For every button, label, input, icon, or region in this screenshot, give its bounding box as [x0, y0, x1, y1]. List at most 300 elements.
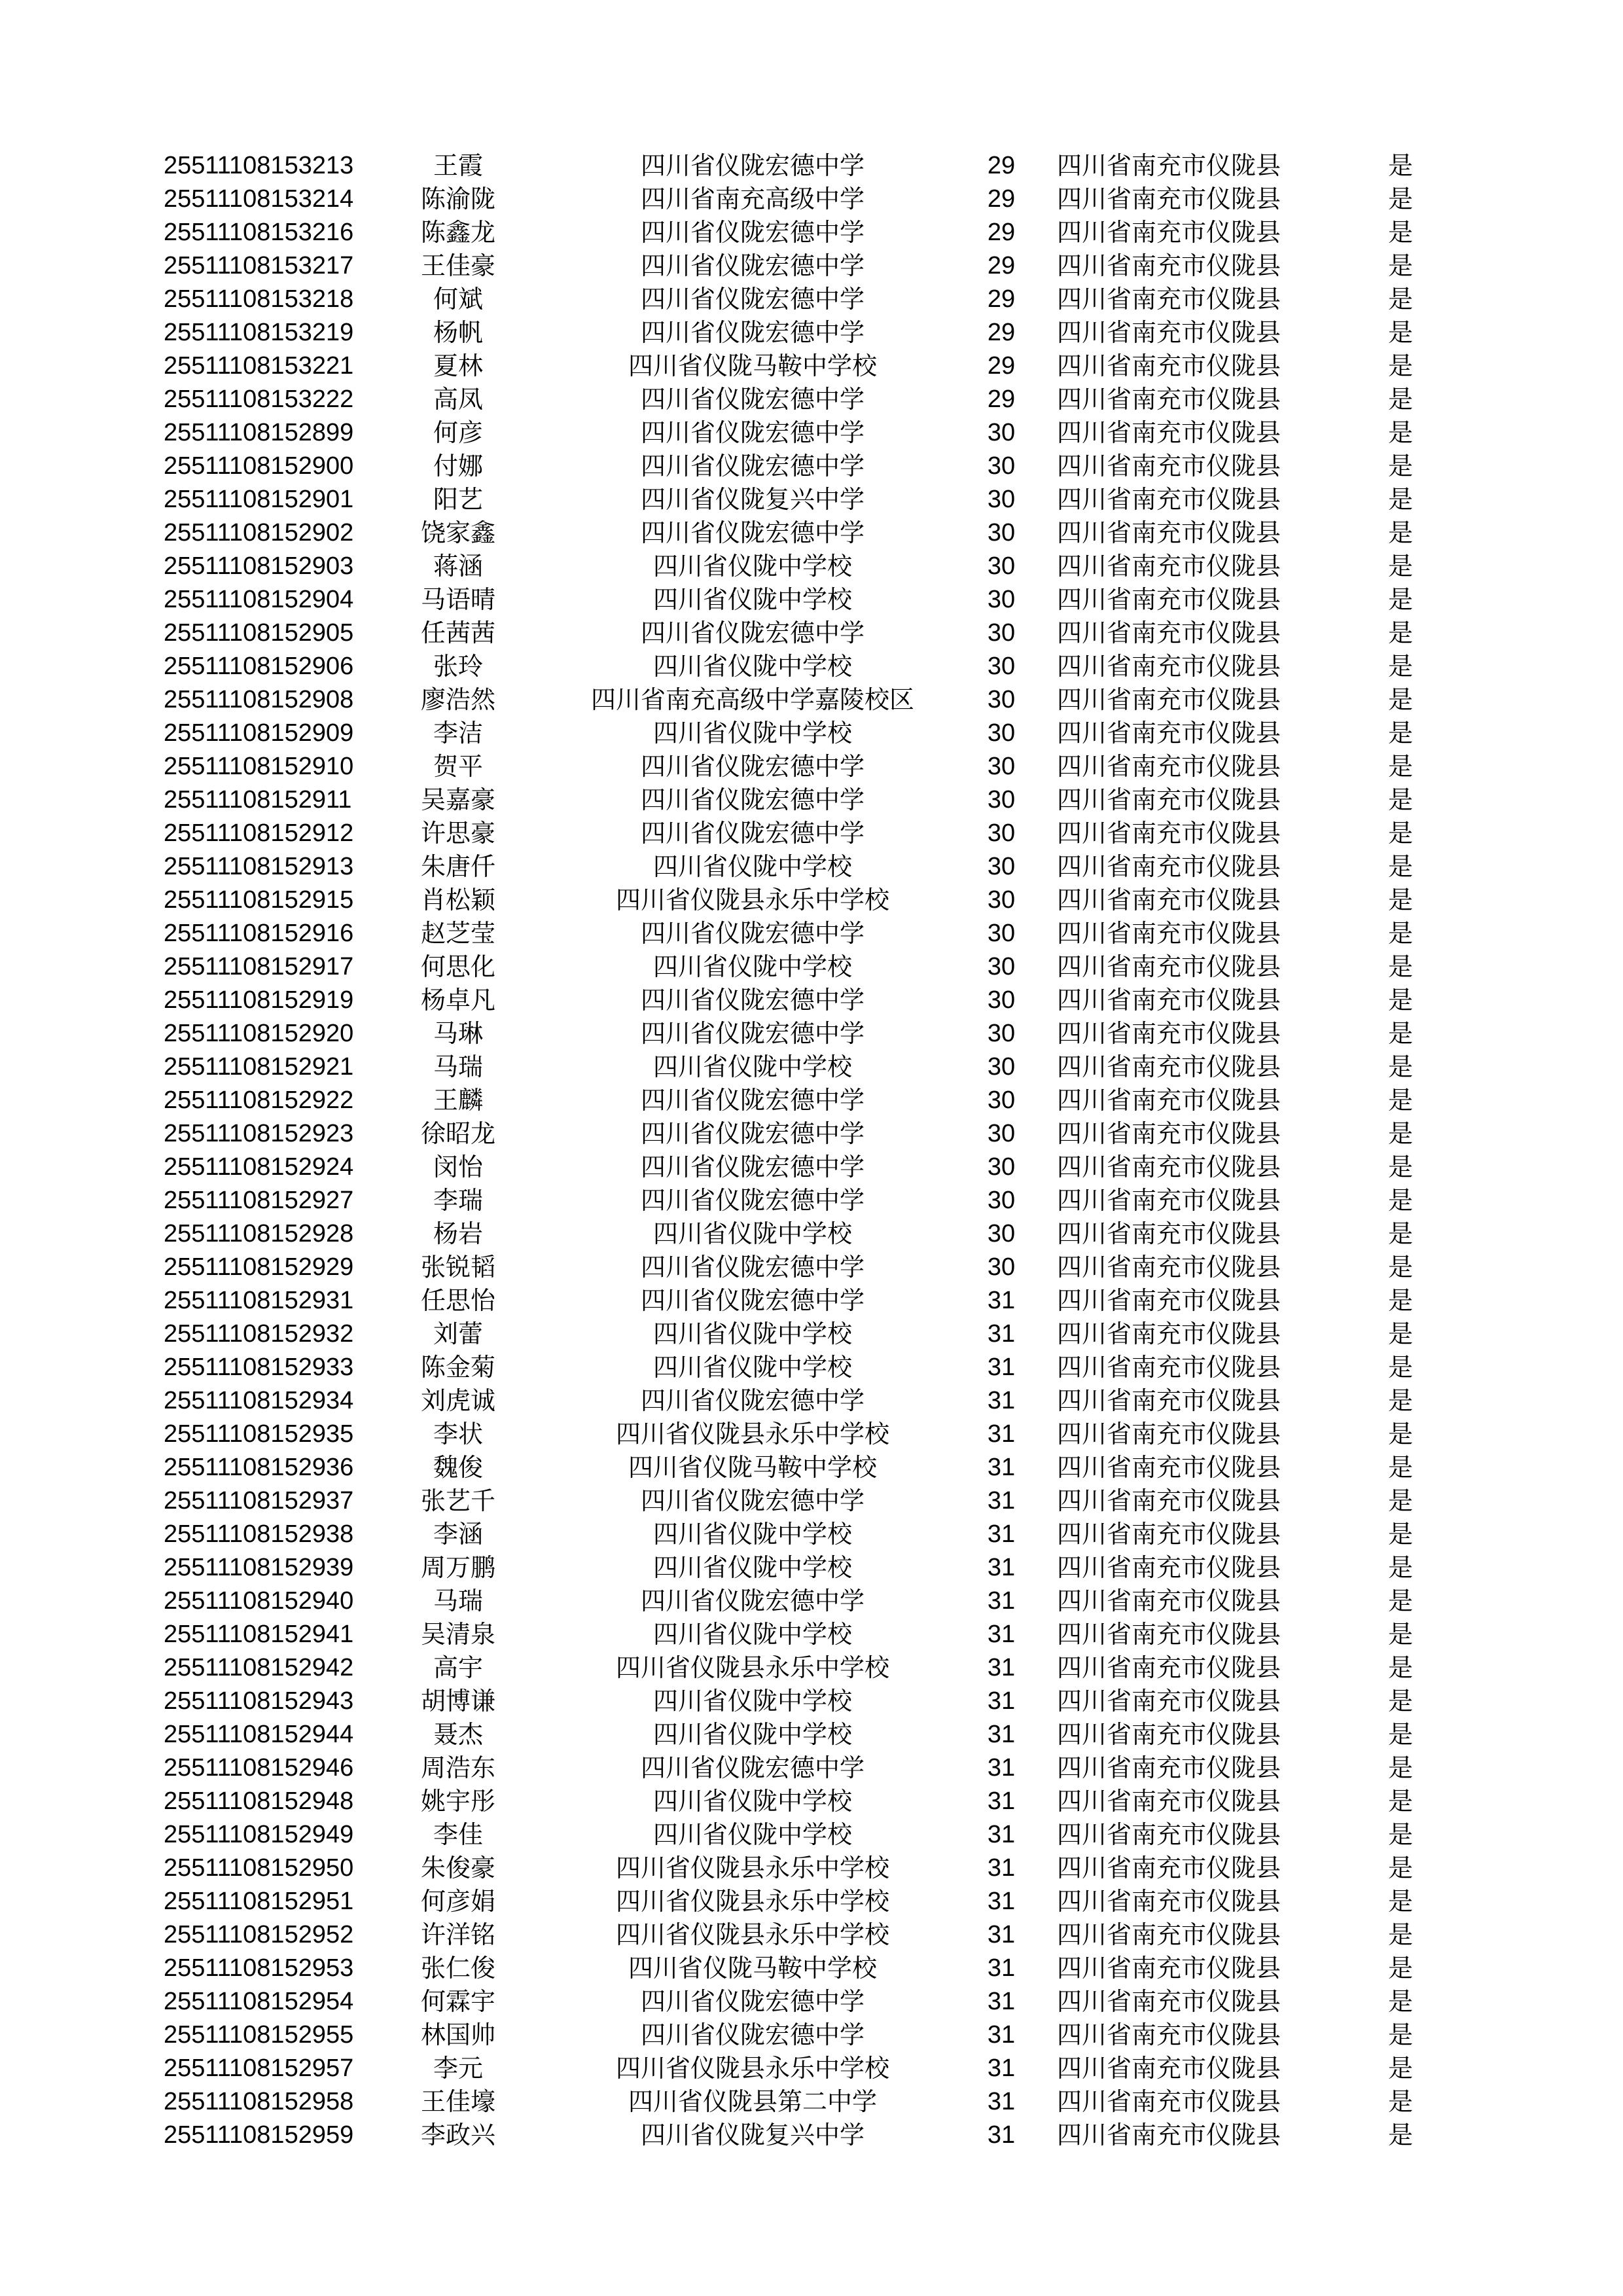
table-row [0, 2085, 1623, 2119]
region-cell: 四川省南充市仪陇县 [1057, 1286, 1281, 1315]
eligible-flag-cell: 是 [1387, 1052, 1413, 1081]
region-cell: 四川省南充市仪陇县 [1057, 1520, 1281, 1549]
candidate-id-cell: 25511108152933 [164, 1354, 354, 1381]
table-row [0, 1551, 1623, 1585]
eligible-flag-cell: 是 [1387, 285, 1413, 314]
region-cell: 四川省南充市仪陇县 [1057, 1019, 1281, 1048]
student-name-cell: 何霖宇 [420, 1987, 495, 2016]
candidate-id-cell: 25511108153219 [164, 319, 354, 346]
score-cell: 30 [987, 753, 1016, 780]
candidate-id-cell: 25511108153222 [164, 386, 354, 413]
score-cell: 31 [987, 1320, 1016, 1348]
school-name-cell: 四川省仪陇宏德中学 [640, 752, 865, 781]
table-row [0, 1251, 1623, 1284]
score-cell: 31 [987, 1821, 1016, 1848]
region-cell: 四川省南充市仪陇县 [1057, 819, 1281, 848]
eligible-flag-cell: 是 [1387, 1086, 1413, 1115]
table-row [0, 1718, 1623, 1751]
region-cell: 四川省南充市仪陇县 [1057, 585, 1281, 614]
region-cell: 四川省南充市仪陇县 [1057, 652, 1281, 681]
region-cell: 四川省南充市仪陇县 [1057, 2020, 1281, 2049]
table-row [0, 1384, 1623, 1418]
table-row [0, 1050, 1623, 1084]
student-name-cell: 魏俊 [433, 1453, 483, 1482]
candidate-id-cell: 25511108152934 [164, 1387, 354, 1414]
candidate-id-cell: 25511108152946 [164, 1754, 354, 1782]
candidate-id-cell: 25511108152904 [164, 586, 354, 613]
school-name-cell: 四川省仪陇宏德中学 [640, 218, 865, 247]
score-cell: 29 [987, 386, 1016, 413]
score-cell: 30 [987, 1153, 1016, 1181]
candidate-id-cell: 25511108152900 [164, 452, 354, 480]
student-name-cell: 李瑞 [433, 1186, 483, 1215]
eligible-flag-cell: 是 [1387, 1486, 1413, 1515]
score-cell: 31 [987, 1754, 1016, 1782]
candidate-id-cell: 25511108152937 [164, 1487, 354, 1515]
score-cell: 30 [987, 819, 1016, 847]
table-row [0, 1585, 1623, 1618]
school-name-cell: 四川省仪陇中学校 [652, 1820, 852, 1849]
score-cell: 30 [987, 786, 1016, 814]
candidate-id-cell: 25511108152931 [164, 1287, 354, 1314]
table-row [0, 249, 1623, 283]
student-name-cell: 阳艺 [433, 485, 483, 514]
student-name-cell: 王佳壕 [420, 2087, 495, 2116]
score-cell: 31 [987, 1520, 1016, 1548]
eligible-flag-cell: 是 [1387, 819, 1413, 848]
region-cell: 四川省南充市仪陇县 [1057, 1920, 1281, 1949]
student-name-cell: 李佳 [433, 1820, 483, 1849]
candidate-id-cell: 25511108153214 [164, 185, 354, 213]
region-cell: 四川省南充市仪陇县 [1057, 1453, 1281, 1482]
candidate-id-cell: 25511108152923 [164, 1120, 354, 1147]
eligible-flag-cell: 是 [1387, 719, 1413, 747]
school-name-cell: 四川省仪陇中学校 [652, 1353, 852, 1382]
student-name-cell: 杨帆 [433, 318, 483, 347]
region-cell: 四川省南充市仪陇县 [1057, 1653, 1281, 1682]
table-row [0, 1651, 1623, 1685]
eligible-flag-cell: 是 [1387, 2121, 1413, 2149]
school-name-cell: 四川省仪陇宏德中学 [640, 1186, 865, 1215]
student-name-cell: 高凤 [433, 385, 483, 414]
eligible-flag-cell: 是 [1387, 1153, 1413, 1181]
student-name-cell: 吴嘉豪 [420, 785, 495, 814]
candidate-id-cell: 25511108153221 [164, 352, 354, 380]
table-row [0, 1117, 1623, 1151]
student-name-cell: 周万鹏 [420, 1553, 495, 1582]
eligible-flag-cell: 是 [1387, 685, 1413, 714]
eligible-flag-cell: 是 [1387, 752, 1413, 781]
score-cell: 31 [987, 2021, 1016, 2049]
eligible-flag-cell: 是 [1387, 351, 1413, 380]
region-cell: 四川省南充市仪陇县 [1057, 1353, 1281, 1382]
candidate-id-cell: 25511108152910 [164, 753, 354, 780]
student-name-cell: 许思豪 [420, 819, 495, 848]
eligible-flag-cell: 是 [1387, 886, 1413, 914]
score-cell: 31 [987, 1787, 1016, 1815]
eligible-flag-cell: 是 [1387, 452, 1413, 480]
candidate-id-cell: 25511108152951 [164, 1888, 354, 1915]
table-row [0, 316, 1623, 350]
student-name-cell: 周浩东 [420, 1753, 495, 1782]
candidate-id-cell: 25511108152901 [164, 486, 354, 513]
table-row [0, 1084, 1623, 1117]
score-cell: 31 [987, 1354, 1016, 1381]
table-row [0, 416, 1623, 450]
region-cell: 四川省南充市仪陇县 [1057, 785, 1281, 814]
eligible-flag-cell: 是 [1387, 2020, 1413, 2049]
candidate-id-cell: 25511108152935 [164, 1420, 354, 1448]
score-cell: 31 [987, 2121, 1016, 2149]
table-row [0, 2119, 1623, 2152]
table-row [0, 683, 1623, 717]
score-cell: 31 [987, 1621, 1016, 1648]
eligible-flag-cell: 是 [1387, 1854, 1413, 1882]
score-cell: 30 [987, 586, 1016, 613]
region-cell: 四川省南充市仪陇县 [1057, 752, 1281, 781]
student-name-cell: 朱唐仟 [420, 852, 495, 881]
candidate-id-cell: 25511108153216 [164, 219, 354, 246]
candidate-id-cell: 25511108152936 [164, 1454, 354, 1481]
student-name-cell: 闵怡 [433, 1153, 483, 1181]
score-cell: 30 [987, 452, 1016, 480]
table-row [0, 1217, 1623, 1251]
school-name-cell: 四川省南充高级中学嘉陵校区 [590, 685, 914, 714]
student-name-cell: 陈渝陇 [420, 185, 495, 213]
candidate-id-cell: 25511108152932 [164, 1320, 354, 1348]
candidate-id-cell: 25511108152908 [164, 686, 354, 713]
school-name-cell: 四川省仪陇中学校 [652, 1687, 852, 1715]
candidate-id-cell: 25511108152959 [164, 2121, 354, 2149]
table-row [0, 1318, 1623, 1351]
region-cell: 四川省南充市仪陇县 [1057, 1954, 1281, 1982]
student-name-cell: 刘蕾 [433, 1319, 483, 1348]
student-name-cell: 饶家鑫 [420, 518, 495, 547]
eligible-flag-cell: 是 [1387, 385, 1413, 414]
student-name-cell: 张艺千 [420, 1486, 495, 1515]
eligible-flag-cell: 是 [1387, 1119, 1413, 1148]
candidate-id-cell: 25511108152950 [164, 1854, 354, 1882]
candidate-id-cell: 25511108152942 [164, 1654, 354, 1681]
region-cell: 四川省南充市仪陇县 [1057, 1186, 1281, 1215]
eligible-flag-cell: 是 [1387, 1720, 1413, 1749]
student-name-cell: 张玲 [433, 652, 483, 681]
score-cell: 30 [987, 653, 1016, 680]
score-cell: 31 [987, 2054, 1016, 2082]
table-row [0, 1952, 1623, 1985]
school-name-cell: 四川省仪陇宏德中学 [640, 1019, 865, 1048]
score-cell: 30 [987, 920, 1016, 947]
region-cell: 四川省南充市仪陇县 [1057, 518, 1281, 547]
score-cell: 31 [987, 1954, 1016, 1982]
candidate-id-cell: 25511108152912 [164, 819, 354, 847]
school-name-cell: 四川省仪陇宏德中学 [640, 518, 865, 547]
school-name-cell: 四川省仪陇县永乐中学校 [615, 1920, 889, 1949]
student-name-cell: 马瑞 [433, 1052, 483, 1081]
candidate-id-cell: 25511108153213 [164, 152, 354, 179]
score-cell: 30 [987, 1120, 1016, 1147]
candidate-id-cell: 25511108152929 [164, 1253, 354, 1281]
table-row [0, 1785, 1623, 1818]
student-name-cell: 任茜茜 [420, 619, 495, 647]
student-name-cell: 夏林 [433, 351, 483, 380]
student-name-cell: 许洋铭 [420, 1920, 495, 1949]
table-row [0, 1284, 1623, 1318]
school-name-cell: 四川省仪陇马鞍中学校 [628, 1954, 877, 1982]
score-cell: 30 [987, 986, 1016, 1014]
table-row [0, 1151, 1623, 1184]
table-row [0, 516, 1623, 550]
score-cell: 31 [987, 1554, 1016, 1581]
score-cell: 30 [987, 486, 1016, 513]
candidate-id-cell: 25511108152911 [164, 786, 352, 814]
eligible-flag-cell: 是 [1387, 185, 1413, 213]
eligible-flag-cell: 是 [1387, 1553, 1413, 1582]
student-name-cell: 马瑞 [433, 1587, 483, 1615]
region-cell: 四川省南充市仪陇县 [1057, 2087, 1281, 2116]
eligible-flag-cell: 是 [1387, 1019, 1413, 1048]
eligible-flag-cell: 是 [1387, 1820, 1413, 1849]
table-row [0, 2052, 1623, 2085]
eligible-flag-cell: 是 [1387, 1186, 1413, 1215]
eligible-flag-cell: 是 [1387, 2087, 1413, 2116]
table-row [0, 750, 1623, 783]
table-row [0, 2018, 1623, 2052]
table-row [0, 650, 1623, 683]
score-cell: 30 [987, 686, 1016, 713]
school-name-cell: 四川省仪陇宏德中学 [640, 1587, 865, 1615]
score-cell: 31 [987, 1687, 1016, 1715]
region-cell: 四川省南充市仪陇县 [1057, 1086, 1281, 1115]
table-row [0, 783, 1623, 817]
score-cell: 29 [987, 319, 1016, 346]
student-name-cell: 何思化 [420, 952, 495, 981]
score-cell: 31 [987, 1420, 1016, 1448]
eligible-flag-cell: 是 [1387, 1620, 1413, 1649]
table-row [0, 216, 1623, 249]
school-name-cell: 四川省仪陇中学校 [652, 1553, 852, 1582]
eligible-flag-cell: 是 [1387, 1453, 1413, 1482]
region-cell: 四川省南充市仪陇县 [1057, 719, 1281, 747]
table-row [0, 717, 1623, 750]
region-cell: 四川省南充市仪陇县 [1057, 418, 1281, 447]
eligible-flag-cell: 是 [1387, 1887, 1413, 1916]
region-cell: 四川省南充市仪陇县 [1057, 1720, 1281, 1749]
student-name-cell: 李涵 [433, 1520, 483, 1549]
candidate-id-cell: 25511108152906 [164, 653, 354, 680]
school-name-cell: 四川省仪陇中学校 [652, 1052, 852, 1081]
school-name-cell: 四川省仪陇宏德中学 [640, 251, 865, 280]
student-name-cell: 李政兴 [420, 2121, 495, 2149]
student-name-cell: 刘虎诚 [420, 1386, 495, 1415]
table-row [0, 149, 1623, 183]
table-row [0, 450, 1623, 483]
candidate-id-cell: 25511108152921 [164, 1053, 354, 1081]
eligible-flag-cell: 是 [1387, 619, 1413, 647]
school-name-cell: 四川省仪陇中学校 [652, 852, 852, 881]
candidate-id-cell: 25511108153218 [164, 285, 354, 313]
score-cell: 31 [987, 1387, 1016, 1414]
eligible-flag-cell: 是 [1387, 1319, 1413, 1348]
student-name-cell: 蒋涵 [433, 552, 483, 581]
table-row [0, 1885, 1623, 1918]
region-cell: 四川省南充市仪陇县 [1057, 2054, 1281, 2083]
score-cell: 30 [987, 1253, 1016, 1281]
candidate-id-cell: 25511108152941 [164, 1621, 354, 1648]
eligible-flag-cell: 是 [1387, 952, 1413, 981]
region-cell: 四川省南充市仪陇县 [1057, 952, 1281, 981]
student-name-cell: 赵芝莹 [420, 919, 495, 948]
school-name-cell: 四川省仪陇中学校 [652, 552, 852, 581]
student-name-cell: 何彦娟 [420, 1887, 495, 1916]
table-row [0, 950, 1623, 984]
student-name-cell: 何斌 [433, 285, 483, 314]
eligible-flag-cell: 是 [1387, 1353, 1413, 1382]
eligible-flag-cell: 是 [1387, 1520, 1413, 1549]
region-cell: 四川省南充市仪陇县 [1057, 1386, 1281, 1415]
score-cell: 29 [987, 185, 1016, 213]
student-name-cell: 聂杰 [433, 1720, 483, 1749]
eligible-flag-cell: 是 [1387, 852, 1413, 881]
school-name-cell: 四川省仪陇宏德中学 [640, 619, 865, 647]
eligible-flag-cell: 是 [1387, 485, 1413, 514]
candidate-id-cell: 25511108152917 [164, 953, 354, 980]
eligible-flag-cell: 是 [1387, 785, 1413, 814]
score-cell: 31 [987, 1888, 1016, 1915]
score-cell: 31 [987, 1921, 1016, 1948]
score-cell: 30 [987, 1187, 1016, 1214]
score-cell: 31 [987, 1721, 1016, 1748]
school-name-cell: 四川省仪陇中学校 [652, 1620, 852, 1649]
candidate-id-cell: 25511108152943 [164, 1687, 354, 1715]
eligible-flag-cell: 是 [1387, 2054, 1413, 2083]
candidate-id-cell: 25511108152940 [164, 1587, 354, 1615]
region-cell: 四川省南充市仪陇县 [1057, 1687, 1281, 1715]
eligible-flag-cell: 是 [1387, 585, 1413, 614]
school-name-cell: 四川省仪陇宏德中学 [640, 785, 865, 814]
score-cell: 31 [987, 1854, 1016, 1882]
student-name-cell: 任思怡 [420, 1286, 495, 1315]
region-cell: 四川省南充市仪陇县 [1057, 1420, 1281, 1448]
school-name-cell: 四川省仪陇县永乐中学校 [615, 1854, 889, 1882]
region-cell: 四川省南充市仪陇县 [1057, 1787, 1281, 1816]
student-name-cell: 马琳 [433, 1019, 483, 1048]
eligible-flag-cell: 是 [1387, 318, 1413, 347]
region-cell: 四川省南充市仪陇县 [1057, 185, 1281, 213]
school-name-cell: 四川省仪陇复兴中学 [640, 2121, 865, 2149]
table-row [0, 1918, 1623, 1952]
eligible-flag-cell: 是 [1387, 151, 1413, 180]
candidate-id-cell: 25511108152919 [164, 986, 354, 1014]
region-cell: 四川省南充市仪陇县 [1057, 485, 1281, 514]
school-name-cell: 四川省仪陇马鞍中学校 [628, 351, 877, 380]
table-row [0, 283, 1623, 316]
region-cell: 四川省南充市仪陇县 [1057, 251, 1281, 280]
eligible-flag-cell: 是 [1387, 1219, 1413, 1248]
region-cell: 四川省南充市仪陇县 [1057, 351, 1281, 380]
school-name-cell: 四川省仪陇中学校 [652, 1787, 852, 1816]
school-name-cell: 四川省仪陇中学校 [652, 1520, 852, 1549]
school-name-cell: 四川省仪陇县第二中学 [628, 2087, 877, 2116]
eligible-flag-cell: 是 [1387, 552, 1413, 581]
score-cell: 31 [987, 1654, 1016, 1681]
student-name-cell: 吴清泉 [420, 1620, 495, 1649]
school-name-cell: 四川省仪陇宏德中学 [640, 919, 865, 948]
school-name-cell: 四川省仪陇宏德中学 [640, 986, 865, 1014]
school-name-cell: 四川省仪陇宏德中学 [640, 418, 865, 447]
candidate-id-cell: 25511108152955 [164, 2021, 354, 2049]
region-cell: 四川省南充市仪陇县 [1057, 1620, 1281, 1649]
candidate-id-cell: 25511108152909 [164, 719, 354, 747]
region-cell: 四川省南充市仪陇县 [1057, 886, 1281, 914]
table-row [0, 550, 1623, 583]
school-name-cell: 四川省仪陇宏德中学 [640, 1987, 865, 2016]
region-cell: 四川省南充市仪陇县 [1057, 1319, 1281, 1348]
table-row [0, 984, 1623, 1017]
score-cell: 30 [987, 853, 1016, 880]
data-table [0, 149, 1623, 2152]
table-row [0, 583, 1623, 617]
school-name-cell: 四川省仪陇宏德中学 [640, 1486, 865, 1515]
school-name-cell: 四川省仪陇宏德中学 [640, 1753, 865, 1782]
score-cell: 30 [987, 519, 1016, 547]
candidate-id-cell: 25511108152905 [164, 619, 354, 647]
table-row [0, 1351, 1623, 1384]
student-name-cell: 肖松颖 [420, 886, 495, 914]
table-row [0, 617, 1623, 650]
score-cell: 30 [987, 719, 1016, 747]
candidate-id-cell: 25511108152952 [164, 1921, 354, 1948]
student-name-cell: 朱俊豪 [420, 1854, 495, 1882]
region-cell: 四川省南充市仪陇县 [1057, 1119, 1281, 1148]
table-row [0, 1751, 1623, 1785]
candidate-id-cell: 25511108152954 [164, 1988, 354, 2015]
candidate-id-cell: 25511108152948 [164, 1787, 354, 1815]
eligible-flag-cell: 是 [1387, 1753, 1413, 1782]
eligible-flag-cell: 是 [1387, 218, 1413, 247]
score-cell: 30 [987, 1220, 1016, 1247]
school-name-cell: 四川省仪陇宏德中学 [640, 1286, 865, 1315]
school-name-cell: 四川省仪陇宏德中学 [640, 819, 865, 848]
school-name-cell: 四川省仪陇中学校 [652, 719, 852, 747]
region-cell: 四川省南充市仪陇县 [1057, 1887, 1281, 1916]
table-row [0, 1852, 1623, 1885]
school-name-cell: 四川省仪陇宏德中学 [640, 318, 865, 347]
student-name-cell: 李洁 [433, 719, 483, 747]
region-cell: 四川省南充市仪陇县 [1057, 986, 1281, 1014]
school-name-cell: 四川省仪陇宏德中学 [640, 1153, 865, 1181]
eligible-flag-cell: 是 [1387, 1253, 1413, 1282]
region-cell: 四川省南充市仪陇县 [1057, 1854, 1281, 1882]
score-cell: 31 [987, 2088, 1016, 2115]
student-name-cell: 张仁俊 [420, 1954, 495, 1982]
school-name-cell: 四川省仪陇宏德中学 [640, 1086, 865, 1115]
candidate-id-cell: 25511108152913 [164, 853, 354, 880]
student-name-cell: 陈金菊 [420, 1353, 495, 1382]
school-name-cell: 四川省仪陇宏德中学 [640, 1119, 865, 1148]
score-cell: 29 [987, 285, 1016, 313]
region-cell: 四川省南充市仪陇县 [1057, 452, 1281, 480]
school-name-cell: 四川省仪陇县永乐中学校 [615, 1887, 889, 1916]
score-cell: 30 [987, 419, 1016, 446]
score-cell: 31 [987, 1287, 1016, 1314]
eligible-flag-cell: 是 [1387, 986, 1413, 1014]
score-cell: 30 [987, 552, 1016, 580]
school-name-cell: 四川省仪陇宏德中学 [640, 385, 865, 414]
eligible-flag-cell: 是 [1387, 1920, 1413, 1949]
student-name-cell: 高宇 [433, 1653, 483, 1682]
region-cell: 四川省南充市仪陇县 [1057, 2121, 1281, 2149]
